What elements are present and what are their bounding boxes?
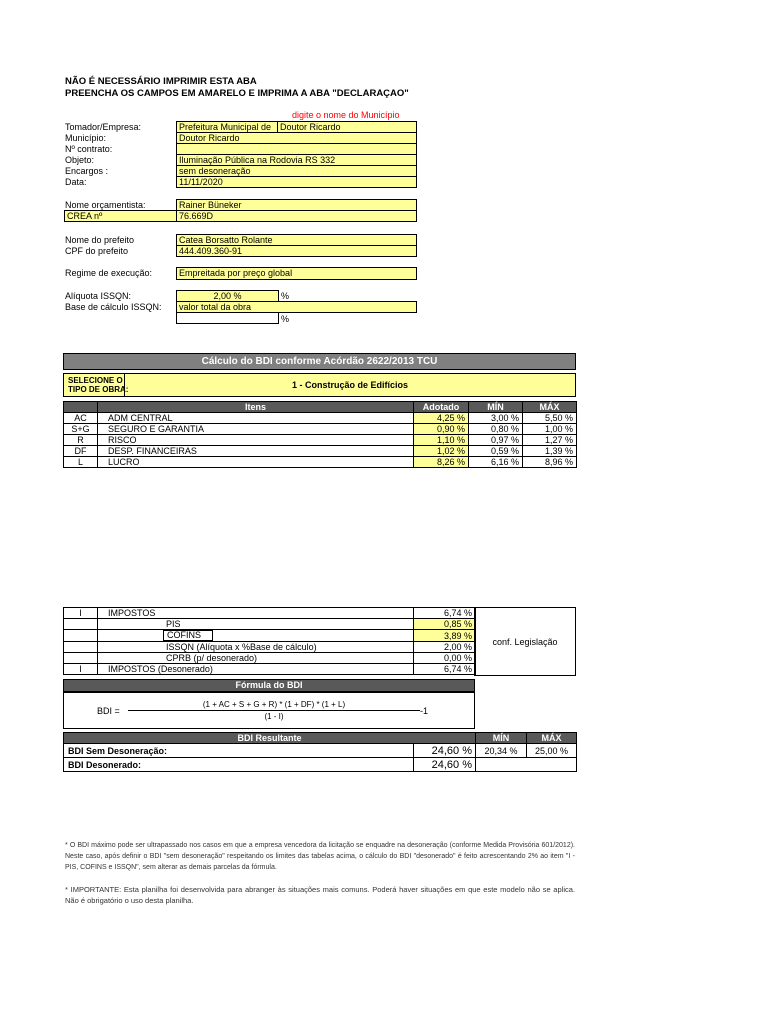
resultante-table bbox=[63, 732, 577, 772]
bdi-row-max: 5,50 % bbox=[523, 413, 577, 424]
prefeito-label: Nome do prefeito bbox=[65, 235, 135, 245]
header-line-2: PREENCHA OS CAMPOS EM AMARELO E IMPRIMA A ABA "DECLARAÇAO" bbox=[65, 88, 409, 99]
impostos-row bbox=[64, 619, 476, 630]
impostos-row-name: PIS bbox=[98, 619, 414, 630]
impostos-row-code bbox=[64, 630, 98, 642]
note-importante: * IMPORTANTE: Esta planilha foi desenvolvida para abranger às situações mais comuns. Poderá haver situações em que este modelo não se aplica. Não é obrigatório o uso desta planilha. bbox=[65, 885, 575, 905]
aliquota-unit: % bbox=[281, 291, 290, 301]
cofins-label: COFINS bbox=[163, 630, 213, 641]
impostos-row-code: I bbox=[64, 608, 98, 619]
bdi-row-name: LUCRO bbox=[98, 457, 414, 468]
impostos-row-value: 2,00 % bbox=[414, 642, 476, 653]
base-label: Base de cálculo ISSQN: bbox=[65, 302, 162, 312]
tomador-field[interactable]: Prefeitura Municipal de bbox=[176, 121, 278, 133]
bdi-row-min: 0,59 % bbox=[469, 446, 523, 457]
impostos-row-value[interactable]: 3,89 % bbox=[414, 630, 476, 642]
formula-lhs: BDI = bbox=[97, 706, 120, 716]
cpf-label: CPF do prefeito bbox=[65, 246, 129, 256]
base-pct-field[interactable] bbox=[176, 312, 279, 324]
select-label-2: TIPO DE OBRA: bbox=[68, 385, 129, 394]
bdi-row-code: L bbox=[64, 457, 98, 468]
aliquota-field[interactable]: 2,00 % bbox=[176, 290, 279, 302]
municipio-label: Município: bbox=[65, 133, 107, 143]
bdi-row-code: AC bbox=[64, 413, 98, 424]
impostos-row-value: 6,74 % bbox=[414, 664, 476, 675]
resultante-max-header: MÁX bbox=[527, 733, 577, 744]
bdi-row-adotado[interactable]: 4,25 % bbox=[414, 413, 469, 424]
formula-box bbox=[63, 692, 475, 729]
col-adotado-header: Adotado bbox=[414, 402, 469, 413]
bdi-row bbox=[64, 457, 577, 468]
resultante-title: BDI Resultante bbox=[64, 733, 476, 744]
formula-minus-one: -1 bbox=[420, 706, 429, 716]
crea-field[interactable]: 76.669D bbox=[176, 210, 417, 222]
resultante-min-header: MÍN bbox=[476, 733, 527, 744]
bdi-row-adotado[interactable]: 8,26 % bbox=[414, 457, 469, 468]
impostos-row-value[interactable]: 0,85 % bbox=[414, 619, 476, 630]
bdi-row bbox=[64, 446, 577, 457]
bdi-row-code: DF bbox=[64, 446, 98, 457]
orcamentista-label: Nome orçamentista: bbox=[65, 200, 146, 210]
impostos-row-name bbox=[98, 630, 414, 642]
impostos-row bbox=[64, 642, 476, 653]
bdi-row-max: 1,39 % bbox=[523, 446, 577, 457]
impostos-note bbox=[474, 607, 576, 676]
bdi-row bbox=[64, 413, 577, 424]
impostos-row-value: 0,00 % bbox=[414, 653, 476, 664]
bdi-row-min: 0,80 % bbox=[469, 424, 523, 435]
bdi-row-max: 8,96 % bbox=[523, 457, 577, 468]
impostos-row-code bbox=[64, 642, 98, 653]
bdi-row-name: SEGURO E GARANTIA bbox=[98, 424, 414, 435]
tipo-obra-value[interactable]: 1 - Construção de Edifícios bbox=[292, 380, 409, 390]
regime-field[interactable]: Empreitada por preço global bbox=[176, 267, 417, 280]
bdi-row-adotado[interactable]: 0,90 % bbox=[414, 424, 469, 435]
impostos-row-code bbox=[64, 619, 98, 630]
bdi-des-value: 24,60 % bbox=[414, 758, 476, 772]
formula-title-bar: Fórmula do BDI bbox=[63, 679, 475, 692]
impostos-row bbox=[64, 653, 476, 664]
impostos-table bbox=[63, 607, 476, 675]
encargos-label: Encargos : bbox=[65, 166, 109, 176]
bdi-sem-label: BDI Sem Desoneração: bbox=[64, 744, 414, 758]
tomador-label: Tomador/Empresa: bbox=[65, 122, 142, 132]
objeto-field[interactable]: Iluminação Pública na Rodovia RS 332 bbox=[176, 154, 417, 166]
bdi-des-label: BDI Desonerado: bbox=[64, 758, 414, 772]
municipio-hint: digite o nome do Município bbox=[292, 110, 400, 120]
contrato-label: Nº contrato: bbox=[65, 144, 113, 154]
bdi-row-max: 1,27 % bbox=[523, 435, 577, 446]
formula-fraction-line bbox=[128, 710, 420, 711]
impostos-row-code bbox=[64, 653, 98, 664]
impostos-note-text: conf. Legislação bbox=[492, 636, 558, 647]
impostos-row bbox=[64, 630, 476, 642]
impostos-row-value: 6,74 % bbox=[414, 608, 476, 619]
bdi-row bbox=[64, 435, 577, 446]
impostos-row-name: IMPOSTOS (Desonerado) bbox=[98, 664, 414, 675]
header-line-1: NÃO É NECESSÁRIO IMPRIMIR ESTA ABA bbox=[65, 76, 257, 87]
bdi-row-name: RISCO bbox=[98, 435, 414, 446]
bdi-sem-min: 20,34 % bbox=[476, 744, 527, 758]
objeto-label: Objeto: bbox=[65, 155, 95, 165]
bdi-title-bar: Cálculo do BDI conforme Acórdão 2622/2013 TCU bbox=[63, 353, 576, 370]
bdi-row-min: 0,97 % bbox=[469, 435, 523, 446]
bdi-row-max: 1,00 % bbox=[523, 424, 577, 435]
bdi-row-adotado[interactable]: 1,02 % bbox=[414, 446, 469, 457]
base-field[interactable]: valor total da obra bbox=[176, 301, 417, 313]
bdi-items-table bbox=[63, 401, 577, 468]
select-label-1: SELECIONE O bbox=[68, 376, 123, 385]
tipo-obra-selector[interactable] bbox=[63, 373, 576, 397]
bdi-row bbox=[64, 424, 577, 435]
prefeito-field[interactable]: Catea Borsatto Rolante bbox=[176, 234, 417, 246]
encargos-field[interactable]: sem desoneração bbox=[176, 165, 417, 177]
bdi-sem-value: 24,60 % bbox=[414, 744, 476, 758]
note-desoneracao: * O BDI máximo pode ser ultrapassado nos casos em que a empresa vencedora da licitação se enquadre na desoneração (conforme Medida Provisória 601/2012). Neste caso, após definir o BDI "sem desoneração" respeitando os limites das tabelas acima, o cálculo do BDI "desonerado" é feito acrescentando 2% ao item "I - PIS, COFINS e ISSQN", sem alterar as demais parcelas da fórmula. bbox=[65, 842, 575, 871]
impostos-row-name: ISSQN (Alíquota x %Base de cálculo) bbox=[98, 642, 414, 653]
bdi-row-min: 6,16 % bbox=[469, 457, 523, 468]
formula-numerator: (1 + AC + S + G + R) * (1 + DF) * (1 + L) bbox=[202, 700, 346, 709]
aliquota-label: Alíquota ISSQN: bbox=[65, 291, 132, 301]
data-field[interactable]: 11/11/2020 bbox=[176, 176, 417, 188]
municipio-field[interactable]: Doutor Ricardo bbox=[176, 132, 417, 144]
col-itens-header: Itens bbox=[98, 402, 414, 413]
impostos-row bbox=[64, 664, 476, 675]
regime-label: Regime de execução: bbox=[65, 268, 153, 278]
cpf-field[interactable]: 444.409.360-91 bbox=[176, 245, 417, 257]
bdi-row-min: 3,00 % bbox=[469, 413, 523, 424]
bdi-row-adotado[interactable]: 1,10 % bbox=[414, 435, 469, 446]
impostos-row-name: CPRB (p/ desonerado) bbox=[98, 653, 414, 664]
base-unit: % bbox=[281, 314, 290, 324]
data-label: Data: bbox=[65, 177, 87, 187]
bdi-row-name: ADM CENTRAL bbox=[98, 413, 414, 424]
bdi-sem-max: 25,00 % bbox=[527, 744, 577, 758]
bdi-row-code: R bbox=[64, 435, 98, 446]
formula-denominator: (1 - I) bbox=[264, 712, 284, 721]
bdi-row-code: S+G bbox=[64, 424, 98, 435]
bdi-row-name: DESP. FINANCEIRAS bbox=[98, 446, 414, 457]
col-min-header: MÍN bbox=[469, 402, 523, 413]
impostos-row-code: I bbox=[64, 664, 98, 675]
col-max-header: MÁX bbox=[523, 402, 577, 413]
impostos-row bbox=[64, 608, 476, 619]
impostos-row-name: IMPOSTOS bbox=[98, 608, 414, 619]
tomador-municipio-field[interactable]: Doutor Ricardo bbox=[277, 121, 417, 133]
crea-label: CREA nº bbox=[64, 210, 177, 222]
orcamentista-field[interactable]: Rainer Büneker bbox=[176, 199, 417, 211]
